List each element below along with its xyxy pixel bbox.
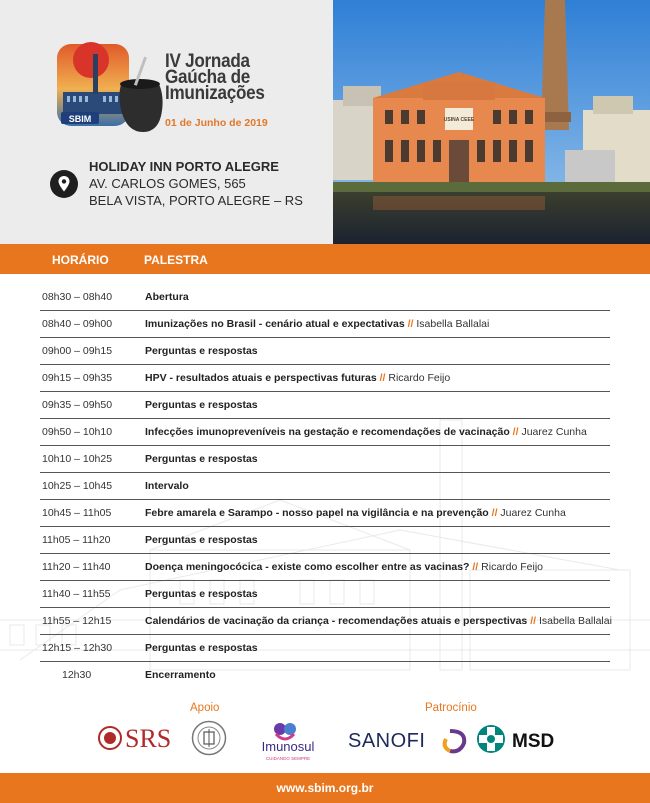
sbim-logo-text: SBIM xyxy=(68,114,92,124)
society-seal-icon xyxy=(191,720,227,756)
srs-logo-text: SRS xyxy=(125,724,172,753)
sponsors-section xyxy=(0,683,650,773)
schedule-row xyxy=(40,608,610,635)
schedule-time: 11h20 – 11h40 xyxy=(42,561,111,573)
schedule-row xyxy=(40,311,610,338)
schedule-talk xyxy=(145,480,189,492)
schedule-talk xyxy=(145,507,566,519)
schedule-talk xyxy=(145,534,258,546)
schedule-time: 11h05 – 11h20 xyxy=(42,534,111,546)
schedule-talk xyxy=(145,642,258,654)
talk-title: Infecções imunopreveníveis na gestação e recomendações de vacinação xyxy=(145,426,510,438)
speaker-separator: // xyxy=(530,615,537,627)
schedule-row xyxy=(40,419,610,446)
schedule-talk xyxy=(145,561,543,573)
talk-title: HPV - resultados atuais e perspectivas futuras xyxy=(145,372,377,384)
venue-name: HOLIDAY INN PORTO ALEGRE xyxy=(89,159,279,174)
schedule-time: 09h50 – 10h10 xyxy=(42,426,113,438)
schedule-row xyxy=(40,446,610,473)
schedule-talk xyxy=(145,399,258,411)
msd-logo-text: MSD xyxy=(512,731,555,752)
schedule-talk xyxy=(145,453,258,465)
event-date: 01 de Junho de 2019 xyxy=(165,117,268,129)
building-sign: USINA CEEE xyxy=(443,117,475,123)
schedule-talk xyxy=(145,318,489,330)
sbim-event-logo xyxy=(55,36,165,136)
talk-title: Intervalo xyxy=(145,480,189,492)
schedule-row xyxy=(40,473,610,500)
schedule-talk xyxy=(145,426,587,438)
imunosul-logo xyxy=(258,720,318,762)
talk-title: Encerramento xyxy=(145,669,216,681)
venue-info xyxy=(89,158,303,209)
schedule-time: 08h40 – 09h00 xyxy=(42,318,113,330)
speaker-name: Isabella Ballalai xyxy=(538,615,612,627)
speaker-separator: // xyxy=(491,507,498,519)
sanofi-logo-text: SANOFI xyxy=(348,730,426,752)
website-link[interactable]: www.sbim.org.br xyxy=(0,773,650,803)
speaker-name: Juarez Cunha xyxy=(500,507,566,519)
venue-address-line: BELA VISTA, PORTO ALEGRE – RS xyxy=(89,193,303,208)
speaker-separator: // xyxy=(379,372,386,384)
talk-title: Perguntas e respostas xyxy=(145,642,258,654)
schedule-time: 09h00 – 09h15 xyxy=(42,345,113,357)
schedule-time: 10h25 – 10h45 xyxy=(42,480,113,492)
speaker-name: Juarez Cunha xyxy=(521,426,587,438)
schedule-time: 08h30 – 08h40 xyxy=(42,291,113,303)
support-label: Apoio xyxy=(190,702,220,714)
event-header xyxy=(0,0,650,244)
event-title-line: Gaúcha de xyxy=(165,67,251,88)
talk-title: Perguntas e respostas xyxy=(145,399,258,411)
srs-logo xyxy=(97,723,179,753)
venue-photo xyxy=(333,0,650,244)
event-title-line: IV Jornada xyxy=(165,51,250,72)
speaker-name: Isabella Ballalai xyxy=(416,318,490,330)
schedule-row xyxy=(40,581,610,608)
talk-title: Perguntas e respostas xyxy=(145,453,258,465)
schedule-time: 12h15 – 12h30 xyxy=(42,642,113,654)
talk-title: Febre amarela e Sarampo - nosso papel na vigilância e na prevenção xyxy=(145,507,489,519)
schedule-time: 09h15 – 09h35 xyxy=(42,372,113,384)
time-column-header: HORÁRIO xyxy=(52,253,109,267)
schedule-time: 11h40 – 11h55 xyxy=(42,588,111,600)
talk-title: Perguntas e respostas xyxy=(145,534,258,546)
schedule-row xyxy=(40,554,610,581)
msd-logo xyxy=(476,723,556,755)
schedule-talk xyxy=(145,669,216,681)
schedule-talk xyxy=(145,615,612,627)
schedule-time: 10h10 – 10h25 xyxy=(42,453,113,465)
schedule-table xyxy=(40,284,610,688)
schedule-time: 11h55 – 12h15 xyxy=(42,615,112,627)
talk-title: Imunizações no Brasil - cenário atual e expectativas xyxy=(145,318,405,330)
talk-title: Perguntas e respostas xyxy=(145,588,258,600)
event-title xyxy=(165,51,276,104)
schedule-row xyxy=(40,392,610,419)
schedule-time: 12h30 xyxy=(62,669,92,681)
talk-title: Calendários de vacinação da criança - recomendações atuais e perspectivas xyxy=(145,615,528,627)
talk-title: Doença meningocócica - existe como escolher entre as vacinas? xyxy=(145,561,470,573)
event-title-line: Imunizações xyxy=(165,83,265,104)
location-pin-icon xyxy=(50,170,78,198)
speaker-name: Ricardo Feijo xyxy=(481,561,544,573)
venue-address-line: AV. CARLOS GOMES, 565 xyxy=(89,176,246,191)
schedule-row xyxy=(40,635,610,662)
speaker-separator: // xyxy=(512,426,519,438)
sponsorship-label: Patrocínio xyxy=(425,702,477,714)
schedule-row xyxy=(40,527,610,554)
schedule-talk xyxy=(145,372,450,384)
talk-title: Abertura xyxy=(145,291,189,303)
sanofi-logo xyxy=(346,725,470,755)
talk-column-header: PALESTRA xyxy=(144,253,208,267)
schedule-row xyxy=(40,338,610,365)
schedule-header xyxy=(0,244,650,274)
schedule-talk xyxy=(145,345,258,357)
speaker-separator: // xyxy=(472,561,479,573)
imunosul-logo-text: Imunosul xyxy=(261,739,315,754)
speaker-name: Ricardo Feijo xyxy=(388,372,451,384)
schedule-time: 09h35 – 09h50 xyxy=(42,399,113,411)
schedule-row xyxy=(40,500,610,527)
imunosul-tagline: CUIDANDO SEMPRE xyxy=(265,756,311,761)
speaker-separator: // xyxy=(407,318,414,330)
schedule-time: 10h45 – 11h05 xyxy=(42,507,112,519)
schedule-row xyxy=(40,365,610,392)
schedule-row xyxy=(40,284,610,311)
schedule-talk xyxy=(145,588,258,600)
schedule-talk xyxy=(145,291,189,303)
talk-title: Perguntas e respostas xyxy=(145,345,258,357)
